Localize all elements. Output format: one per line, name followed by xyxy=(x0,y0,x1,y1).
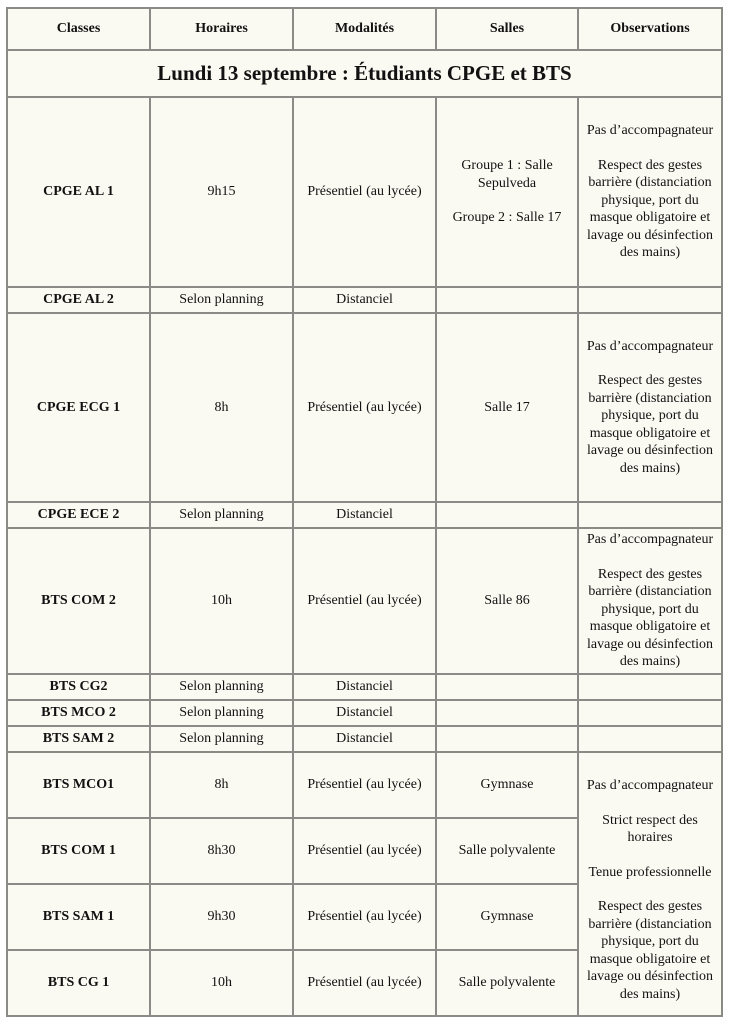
header-observations: Observations xyxy=(578,8,722,50)
cell-salle xyxy=(436,97,578,287)
cell-horaire: 10h xyxy=(150,950,293,1016)
obs-barrier: Respect des gestes barrière (distanciation physique, port du masque obligatoire et lavage ou désinfection des mains) xyxy=(587,566,713,670)
cell-classe: BTS COM 2 xyxy=(7,528,150,674)
header-horaires: Horaires xyxy=(150,8,293,50)
table-row xyxy=(7,700,722,726)
cell-salle: Salle 86 xyxy=(436,528,578,674)
cell-classe: BTS MCO 2 xyxy=(7,700,150,726)
obs-no-escort: Pas d’accompagnateur xyxy=(586,532,714,548)
cell-observations xyxy=(578,287,722,313)
section-title-row xyxy=(7,50,722,97)
cell-modalite: Présentiel (au lycée) xyxy=(293,752,436,818)
cell-modalite: Distanciel xyxy=(293,287,436,313)
cell-modalite: Présentiel (au lycée) xyxy=(293,528,436,674)
cell-classe: BTS SAM 2 xyxy=(7,726,150,752)
cell-salle: Salle polyvalente xyxy=(436,950,578,1016)
table-row xyxy=(7,97,722,287)
table-row xyxy=(7,726,722,752)
cell-salle xyxy=(436,287,578,313)
table-row xyxy=(7,287,722,313)
header-modalites: Modalités xyxy=(293,8,436,50)
cell-horaire: 8h xyxy=(150,313,293,502)
cell-classe: CPGE ECE 2 xyxy=(7,502,150,528)
obs-no-escort: Pas d’accompagnateur xyxy=(586,338,714,354)
cell-horaire: 9h30 xyxy=(150,884,293,950)
cell-horaire: Selon planning xyxy=(150,726,293,752)
header-row xyxy=(7,8,722,50)
cell-salle: Salle polyvalente xyxy=(436,818,578,884)
header-salles: Salles xyxy=(436,8,578,50)
obs-barrier: Respect des gestes barrière (distanciation physique, port du masque obligatoire et lavage ou désinfection des mains) xyxy=(587,157,713,261)
cell-modalite: Présentiel (au lycée) xyxy=(293,313,436,502)
cell-modalite: Distanciel xyxy=(293,674,436,700)
obs-barrier: Respect des gestes barrière (distanciation physique, port du masque obligatoire et lavage ou désinfection des mains) xyxy=(587,899,713,1002)
cell-horaire: 10h xyxy=(150,528,293,674)
cell-horaire: 8h30 xyxy=(150,818,293,884)
cell-salle: Gymnase xyxy=(436,752,578,818)
cell-modalite: Distanciel xyxy=(293,726,436,752)
cell-modalite: Présentiel (au lycée) xyxy=(293,818,436,884)
table-row xyxy=(7,313,722,502)
cell-horaire: Selon planning xyxy=(150,287,293,313)
obs-pro-dress: Tenue professionnelle xyxy=(588,864,712,880)
cell-modalite: Distanciel xyxy=(293,700,436,726)
table-row xyxy=(7,752,722,818)
cell-modalite: Présentiel (au lycée) xyxy=(293,884,436,950)
cell-salle xyxy=(436,674,578,700)
cell-classe: BTS MCO1 xyxy=(7,752,150,818)
cell-classe: BTS CG2 xyxy=(7,674,150,700)
cell-classe: CPGE AL 1 xyxy=(7,97,150,287)
cell-observations xyxy=(578,528,722,674)
table-row xyxy=(7,502,722,528)
salle-line: Groupe 1 : Salle Sepulveda xyxy=(461,158,553,191)
cell-salle xyxy=(436,726,578,752)
schedule-table xyxy=(6,7,723,1017)
cell-horaire: Selon planning xyxy=(150,674,293,700)
salle-line: Groupe 2 : Salle 17 xyxy=(452,210,562,226)
cell-horaire: Selon planning xyxy=(150,700,293,726)
cell-salle xyxy=(436,700,578,726)
cell-observations xyxy=(578,313,722,502)
cell-modalite: Présentiel (au lycée) xyxy=(293,950,436,1016)
cell-observations xyxy=(578,674,722,700)
cell-observations-merged xyxy=(578,752,722,1016)
obs-no-escort: Pas d’accompagnateur xyxy=(586,778,714,793)
table-row xyxy=(7,674,722,700)
cell-observations xyxy=(578,700,722,726)
cell-classe: CPGE AL 2 xyxy=(7,287,150,313)
cell-salle: Gymnase xyxy=(436,884,578,950)
cell-observations xyxy=(578,726,722,752)
cell-modalite: Présentiel (au lycée) xyxy=(293,97,436,287)
cell-classe: BTS CG 1 xyxy=(7,950,150,1016)
cell-salle: Salle 17 xyxy=(436,313,578,502)
cell-modalite: Distanciel xyxy=(293,502,436,528)
obs-strict-hours: Strict respect des horaires xyxy=(602,812,698,845)
cell-observations xyxy=(578,97,722,287)
cell-classe: CPGE ECG 1 xyxy=(7,313,150,502)
cell-horaire: 8h xyxy=(150,752,293,818)
cell-classe: BTS COM 1 xyxy=(7,818,150,884)
cell-salle xyxy=(436,502,578,528)
cell-classe: BTS SAM 1 xyxy=(7,884,150,950)
obs-no-escort: Pas d’accompagnateur xyxy=(586,123,714,139)
cell-observations xyxy=(578,502,722,528)
section-title: Lundi 13 septembre : Étudiants CPGE et BTS xyxy=(7,50,722,97)
cell-horaire: 9h15 xyxy=(150,97,293,287)
table-row xyxy=(7,528,722,674)
obs-barrier: Respect des gestes barrière (distanciation physique, port du masque obligatoire et lavage ou désinfection des mains) xyxy=(587,373,713,476)
cell-horaire: Selon planning xyxy=(150,502,293,528)
header-classes: Classes xyxy=(7,8,150,50)
